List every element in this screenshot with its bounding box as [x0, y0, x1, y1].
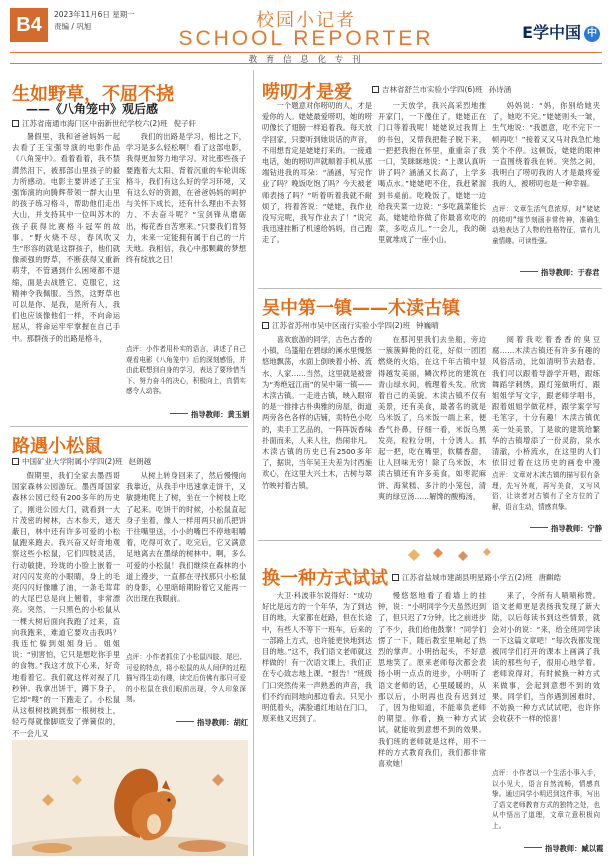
- body-text: 慢悠悠地看了看墙上的挂钟，说：“小明同学今天虽然迟到了，但只迟了7分钟，比之前进步了不少，我们给他鼓掌！”同学们愣了一下，随后教室里响起了热烈的掌声。小明抬起头，不好意思地笑了。原来老师每次都会表扬小明一点点的进步，小明听了语文老师的话，心里暖暖的，从那以后，小明再也没有迟到过了，因为他知道，不能辜负老师的期望。你看，换一种方式试试，就能收到意想不到的效果。我们班的老师就是这样，用不一样的方式教育我们，我们都非常喜欢她！: [378, 591, 486, 769]
- author-name: 倪子轩: [173, 119, 197, 128]
- instructor-credit: 指导教师：胡红: [176, 718, 248, 728]
- article-body-column: [378, 590, 486, 856]
- body-text: 阅着我吃着香香的臭豆腐……木渎古镇还有许多有趣的风俗活动，比如清明节去踏春。我们可以跟着导游学开唱，跟练舞蹈学刺绣，跟灯笼做明灯，跟姐姐学写文字，跟老师学唱书，跟着姐姐学做花样，跟学案学写毛笔字，十分有趣！木渎古镇优美一处美景，丁是欲的建筑给繁华的古镇增添了一份灵韵，泉水清澈，小桥流水，在这里的人们依旧过着在这历史的画卷中漫: [492, 335, 600, 468]
- article-body-column: [492, 590, 600, 766]
- article-body-column: [126, 470, 246, 650]
- school-name: 江苏省南通市海门区中南新世纪学校六(2)班: [22, 119, 168, 128]
- square-bullet-icon: [12, 458, 19, 465]
- section-title-en: SCHOOL REPORTER: [178, 27, 434, 50]
- square-bullet-icon: [12, 120, 19, 127]
- article-body-column: [492, 100, 600, 204]
- section-divider: [258, 540, 602, 541]
- square-bullet-icon: [262, 322, 269, 329]
- body-text: 一个题意对你唠叨的人，才是爱你的人。姥姥最爱唠叨，她的唠叨像长了翅膀一样追着我。每天放学回家，只要听到她说话的声音，不用想肯定是姥姥打来的。一接通电话，她的唠叨声就顺着手机从那端钻进我的耳朵：“涵涵，写完作业了吗？晚饭吃饱了吗？今天被老师表扬了吗？”听着听着我就不耐烦了，将着答说：“姥姥，我作业没写完呢，我写作业去了！”说完我迅速挂断了机速给妈妈，自己跑走了。: [262, 101, 372, 245]
- column-divider: [253, 70, 254, 856]
- body-text: 大卫·科波菲尔说得好：“成功好比是远方的一个年华，为了到达目的地，大家都在赶路，但在长途中，有些人不等下一班车，后来的一部路上方式，也许能更快地到达目的地。”这不，我们语文老师就这样做的！有一次语文课上，我们正在专心致志地上课。“报告！”班级门口突然传来一声熟悉的声音，我们不约而同地向那边看去。只见小明低着头，满脸通红地站在门口，原来他又迟到了。: [262, 591, 372, 724]
- article-title: 换一种方式试试: [262, 568, 388, 589]
- squirrel-illustration: [12, 740, 248, 856]
- square-bullet-icon: [372, 86, 379, 93]
- article-body-column: [378, 334, 486, 530]
- instructor-credit: 指导教师：臧以霞: [524, 844, 603, 854]
- article-title: 路遇小松鼠: [12, 436, 102, 457]
- article-title: 唠叨才是爱: [262, 82, 352, 103]
- comment-text: 点评：小作者抓住了小松鼠四肢、尾巴、可爱的特点，将小松鼠的从人间伊的过程描写得生动有趣，读完后仿佛有那只可爱的小松鼠在我们眼前出现，令人印象深刻。: [126, 653, 246, 703]
- author-name: 唐麒皓: [538, 573, 562, 582]
- article-body-column: [262, 334, 372, 530]
- body-text: 我们的出路是学习，相比之下，学习是多么轻松啊！看了这部电影，我得更加努力地学习。对比那些孩子要跑着大太阳、背着沉重的车轮训练格斗，我们有这么好的学习环境，又有这么好的资源，在爸爸妈妈的呵护与关怀下成长，还有什么理由不去努力、不去奋斗呢？“宝剑锋从磨砺出，梅花香自苦寒来。”只要我们肯努力，未来一定能拥有属于自己的一片天地。我相信，我心中那颗藏的梦想终有绽放之日！: [126, 132, 246, 265]
- body-text: 来了，令所有人啧啧称赞。语文老师更是表扬我发现了新大陆，以后每读书到这些情景，就会对小的说：“来，给全班同学读一下这篇文章吧！”每次我都发现被同学们打开的课本上画满了我读的那些句子，很用心地学着。老师说得对，有时候换一种方式来做事，会起到意想不到的效果。同学们，当你遇到困难时，不妨换一种方式试试吧，也许你会收获不一样的惊喜！: [492, 591, 600, 724]
- comment-text: 点评：小作者用朴实的语言，讲述了自己观看电影《八角笼中》后的深刻感悟，并由此联想到自身的学习，表达了要珍惜当下、努力奋斗的决心，积极向上，真情实感令人动容。: [126, 345, 246, 395]
- body-text: 一天放学，我兴高采烈地推开家门，一下傻住了，姥姥正在门口等着我呢！姥姥说过我胃上的书包，又帮我把鞋子脱下来，一把把我抱在怀里，重重亲了我一口，笑眯眯地说：“上课认真听讲了吗？涵涵又长高了，上学多喝点水。”姥姥吧不住，我赶紧溜到书桌前。吃晚饭了，姥姥一边给我夹菜一边说：“多吃蔬菜能长高，姥姥给你做了你最喜欢吃的菜，多吃点儿。”一会儿，我的碗里就堆成了一座小山。: [378, 101, 486, 245]
- article-subtitle: ——《八角笼中》观后感: [26, 102, 159, 116]
- article-title: 吴中第一镇——木渎古镇: [262, 298, 460, 319]
- section-title-cn: 校园小记者: [256, 10, 356, 31]
- article-body-column: [126, 131, 246, 343]
- comment-text: 点评：文章对木渎古镇的描写很有条理，先写外观，再写美食，又写风俗，让读者对古镇有了全方位的了解，语言生动，情感真挚。: [492, 471, 600, 511]
- body-text: 暑假里，我和爸爸妈妈一起去看了王宝强导演的电影作品《八角笼中》。看着看着，我不禁潸然泪下，被那部山里孩子的毅力所感动。电影主要讲述了王宝强饰演的向腾辉带领一群大山里的孩子练习格斗，帮助他们走出大山，并支持其中一位叫苏木的孩子获得比赛格斗冠军的故事。“野火烧不尽，春风吹又生”形容的就是这群孩子，他们就像顽强的野草，不断获得又重新萌芽，不管遇到什么困境都不退缩，面是去战胜它、克服它，这精神令我佩服。当然，这野草也可以是你、是我，是所有人，我们也应该像他们一样，不向命运屈从，将命运牢牢掌握在自己手中。那群孩子的出路是格斗，: [12, 132, 120, 343]
- byline: [262, 320, 439, 331]
- autumn-leaves-illustration: [258, 545, 602, 563]
- page-tag: B4: [10, 8, 48, 42]
- comment-text: 点评：文章生活气息浓厚，对“姥姥的唠叨”细节刻画非常传神，准确生动地表达了人物的性格特征，富有儿童情趣。可读性强。: [492, 205, 600, 245]
- school-name: 江苏省苏州市吴中区南行实验小学四(2)班: [272, 321, 411, 330]
- body-text: 喜欢旅游的同学，古色古香的小镇，乌篷船在碧绿的溪水里慢悠悠地飘荡，水面上倒映着小桥、流水、人家……当然，这里就是被誉为“秀绝冠江南”的吴中第一镇——木渎古镇。一走进古镇，映入眼帘的是一排排古朴典雅的房屋，街道两旁各色各样的店铺，卖特色小吃的，卖手工艺品的，一阵阵饭香味扑面而来，人来人往，热闹非凡。木渎古镇的历史已有2500多年了，据说，当年吴王夫差为讨西施欢心，在这里大兴土木，古树与翠竹映衬着古镇，: [262, 335, 372, 490]
- byline: [12, 456, 151, 467]
- instructor-credit: 指导教师：黄玉娟: [170, 410, 249, 420]
- body-text: 妈妈说：“妈，你别给她夹了，她吃不完。”姥姥则头一皱，生气地说：“我愿意，吃不完下一顿再吃！”接着又又马对我急忙地笑个不停。这顿饭，姥姥的眼神一直围绕着我在转。突然之间，我明白了唠叨我的人才是最疼爱我的人，被唠叨也是一种幸福。: [492, 101, 600, 189]
- section-divider: [10, 426, 248, 427]
- logo-mark-icon: 中: [584, 26, 600, 42]
- body-text: 从树上转身回来了，然后慢慢向我靠近，从我手中迅速拿走饼干，又敏捷地爬上了树，坐在一个树枝上吃了起来。吃饼干的时候，小松鼠直起身子坐着，像人一样用两只前爪把饼干往嘴里送，小小的嘴巴不停地咀嚼着，吃得可欢了。吃完后，它又满意足地离去在墨绿的树林中。啊，多么可爱的小松鼠！我们继续在森林的小道上漫步，一直都在寻找那只小松鼠的身影，心里暗暗期盼着它又能再一次出现在我眼前。: [126, 471, 246, 604]
- teacher-comment: [492, 768, 600, 840]
- e-xue-china-logo: [522, 20, 600, 43]
- teacher-comment: [126, 652, 246, 714]
- teacher-comment: [492, 204, 600, 266]
- square-bullet-icon: [392, 574, 399, 581]
- instructor-credit: 指导教师：宁静: [530, 524, 602, 534]
- logo-text: E学中国: [522, 23, 581, 42]
- body-text: 在那河里我们去坐船，旁边一簇簇鲜艳的红花，好似一团团燃烧的火焰，在这千年古镇中显得越发美丽，鳞次栉比的建筑在青山绿水间，梳理着头发。欣赏着自己的美貌。木渎古镇不仅有美景，还有美食，最著名的就是乌米饭了，乌米饭一端上来，便香气扑鼻，仔细一看，米饭乌黑发亮，粒粒分明，十分诱人。抓起一把，吃在嘴里，软糯香甜，让人回味无穷！除了乌米饭，木渎古镇还有许多美食，如枣泥麻饼、海棠糕、多汁的小笼包，清爽的绿豆汤……解馋的酸梅汤，: [378, 335, 486, 501]
- school-name: 吉林省舒兰市实验小学四(6)班: [382, 85, 483, 94]
- article-body-column: [492, 334, 600, 468]
- article-body-column: [12, 470, 120, 744]
- author-name: 赵朗越: [128, 457, 152, 466]
- teacher-comment: [492, 470, 600, 522]
- editor-credit: 责编 / 巩旭: [54, 22, 92, 31]
- article-body-column: [262, 590, 372, 856]
- body-text: 假期里，我们全家去墨西哥国家森林公园游玩。墨西哥国家森林公园已经有200多年的历史了，刚进公园大门，就看到一大片茂密的树林，古木参天，遮天蔽日，林中还有许多可爱的小松鼠跑来跑去。我兴奋又好奇地观察这些小松鼠，它们四肢灵活，行动敏捷，玲珑的小脸上嵌着一对闪闪发亮的小眼睛，身上的毛亮闪闪好像雕了油，一条毛茸茸的大尾巴总是向上翘着，非常漂亮。突然，一只黑色的小松鼠从一棵大树后面向我跑了过来，直向我跑来，难道它要攻击我吗？我连忙躲到姐姐身后。姐姐说：“别害怕，它只是想吃你手里的食物。”我这才放下心来，好奇地看着它。我们就这样对视了几秒钟。我拿出饼干，蹲下身子，它却“嗖”的一下跑走了。小松鼠从这根树枝跳到那一根树枝上，轻巧得就像脚底安了弹簧似的，不一会儿又: [12, 471, 120, 738]
- teacher-comment: [126, 344, 246, 406]
- school-name: 中国矿业大学附属小学四(2)班: [22, 457, 123, 466]
- byline: [392, 572, 561, 583]
- article-body-column: [378, 100, 486, 276]
- instructor-credit: 指导教师：于春君: [520, 268, 599, 278]
- byline: [12, 118, 196, 129]
- issue-date: 2023年11月6日 星期一: [54, 10, 135, 19]
- school-name: 江苏省盐城市建湖县明星路小学五(2)班: [402, 573, 533, 582]
- article-title: 生如野草，不屈不挠: [12, 84, 174, 105]
- author-name: 孙诗涵: [488, 85, 512, 94]
- comment-text: 点评：小作者以一个生活小事入手，以小见大，语言自然流畅，情感真挚。通过同学小明迟到这件事，写出了语文老师教育方式的独特之处，也从中悟出了道理，文章立意积极向上。: [492, 769, 600, 830]
- section-divider: [258, 288, 602, 289]
- byline: [372, 84, 511, 95]
- article-body-column: [12, 131, 120, 421]
- supplement-name: 教 育 信 息 化 专 刊: [248, 55, 364, 65]
- article-body-column: [262, 100, 372, 276]
- author-name: 钟巍晴: [416, 321, 439, 330]
